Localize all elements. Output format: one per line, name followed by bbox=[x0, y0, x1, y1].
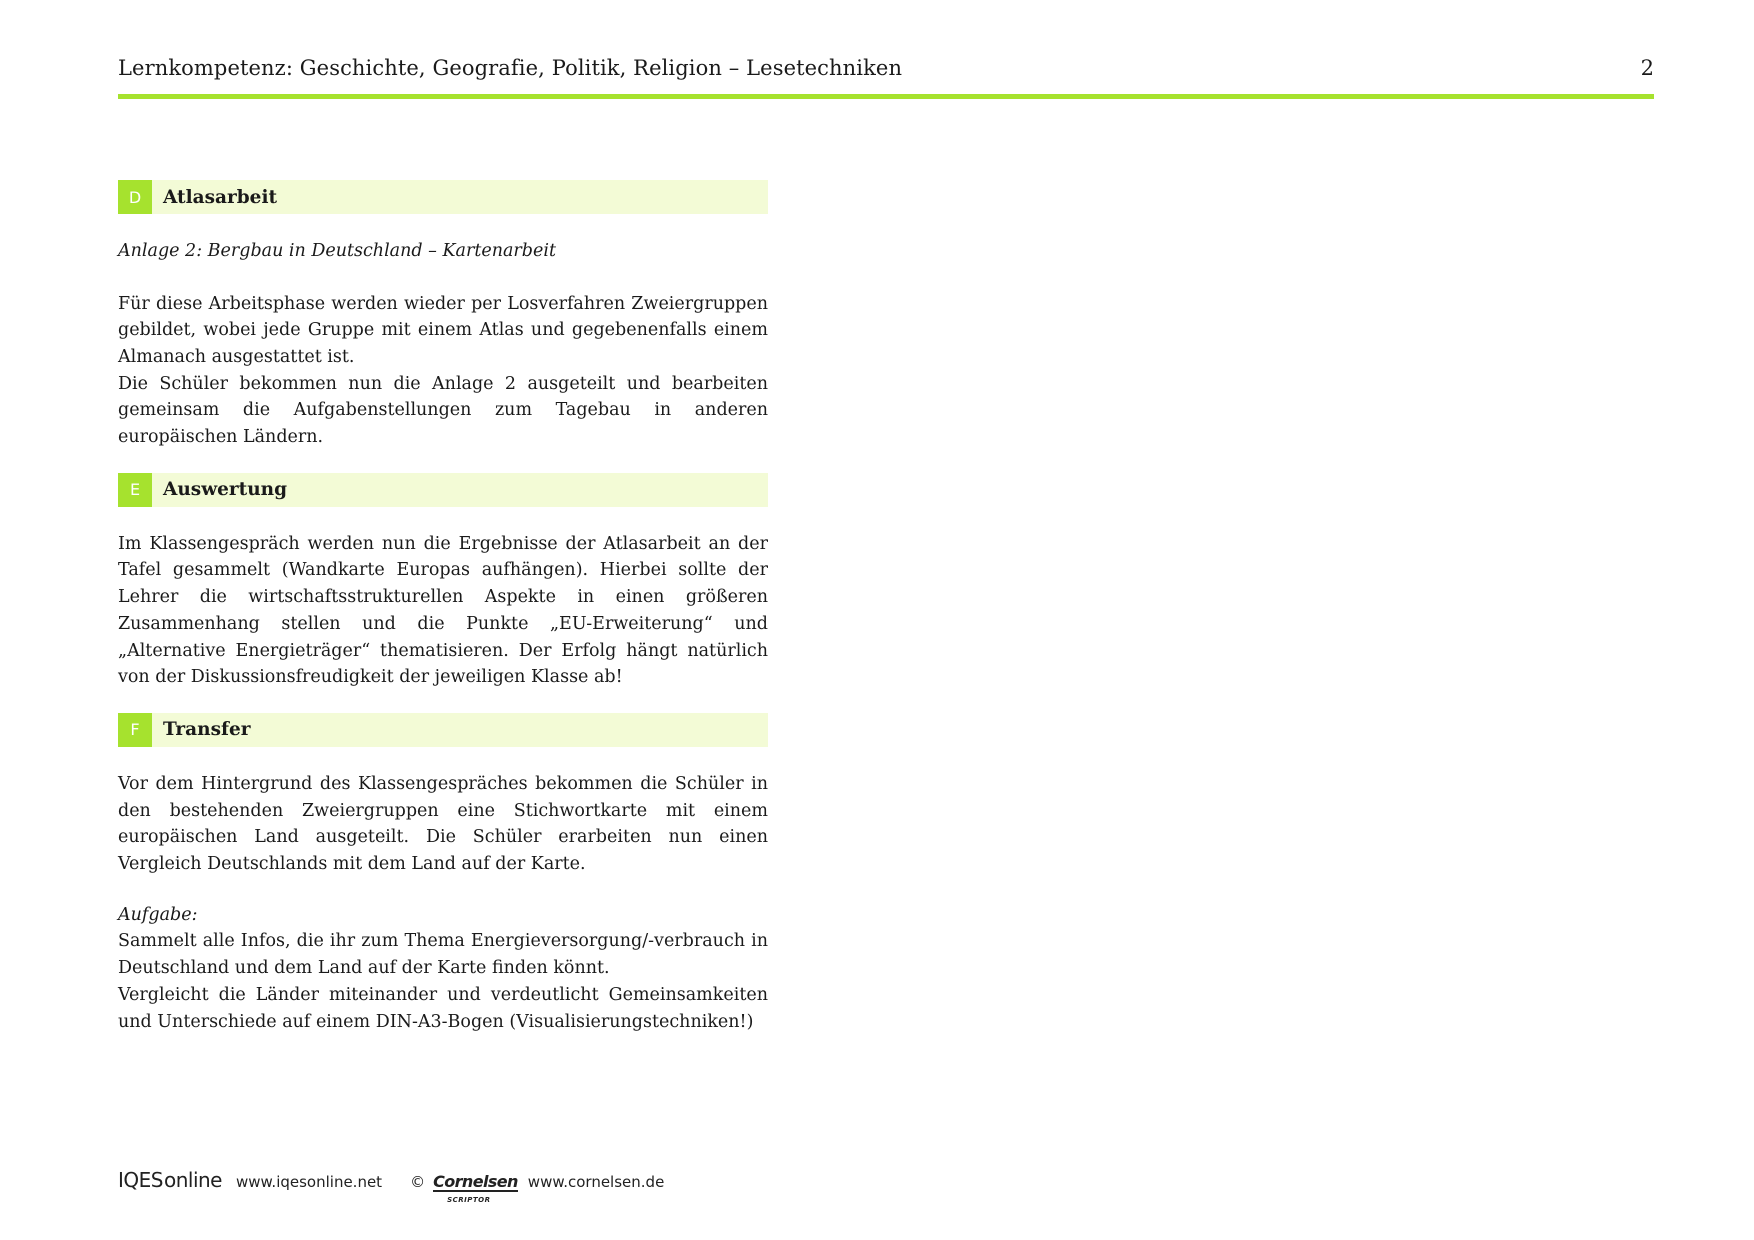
section-title: Atlasarbeit bbox=[163, 186, 278, 208]
section-letter-badge: E bbox=[118, 473, 152, 507]
page-footer bbox=[118, 1168, 665, 1204]
section-header-transfer bbox=[118, 713, 768, 747]
copyright-symbol: © bbox=[410, 1173, 426, 1191]
paragraph: Für diese Arbeitsphase werden wieder per Losverfahren Zweiergruppen gebildet, wobei jede Gruppe mit einem Atlas und gegebenenfalls einem Almanach ausgestattet ist. bbox=[118, 293, 768, 367]
iqes-url[interactable]: www.iqesonline.net bbox=[236, 1173, 383, 1191]
cornelsen-url[interactable]: www.cornelsen.de bbox=[527, 1173, 665, 1191]
paragraph: Die Schüler bekommen nun die Anlage 2 ausgeteilt und bearbeiten gemeinsam die Aufgabenstellungen zum Tagebau in anderen europäischen Ländern. bbox=[118, 373, 768, 448]
section-header-auswertung bbox=[118, 473, 768, 507]
cornelsen-logo bbox=[433, 1172, 518, 1204]
section-title: Auswertung bbox=[163, 479, 288, 501]
section-header-atlasarbeit bbox=[118, 180, 768, 214]
section-letter-badge: D bbox=[118, 180, 152, 214]
iqes-logo-text: IQES bbox=[118, 1168, 163, 1192]
cornelsen-logo-text: Cornelsen bbox=[433, 1172, 518, 1191]
task-line: Sammelt alle Infos, die ihr zum Thema Energieversorgung/-verbrauch in Deutschland und dem Land auf der Karte finden könnt. bbox=[118, 931, 768, 979]
task-label: Aufgabe: bbox=[118, 904, 198, 925]
section-subtitle: Anlage 2: Bergbau in Deutschland – Kartenarbeit bbox=[118, 241, 556, 261]
section-letter-badge: F bbox=[118, 713, 152, 747]
section-title: Transfer bbox=[163, 719, 251, 741]
page-number: 2 bbox=[1640, 56, 1654, 80]
paragraph: Vor dem Hintergrund des Klassengespräches bekommen die Schüler in den bestehenden Zweiergruppen eine Stichwortkarte mit einem europäischen Land ausgeteilt. Die Schüler erarbeiten nun einen Vergleich Deutschlands mit dem Land auf der Karte. bbox=[118, 773, 768, 875]
task-line: Vergleicht die Länder miteinander und verdeutlicht Gemeinsamkeiten und Unterschiede auf einem DIN-A3-Bogen (Visualisierungstechniken!) bbox=[118, 984, 768, 1032]
iqes-logo bbox=[118, 1168, 222, 1192]
header-title: Lernkompetenz: Geschichte, Geografie, Politik, Religion – Lesetechniken bbox=[118, 56, 903, 80]
paragraph: Im Klassengespräch werden nun die Ergebnisse der Atlasarbeit an der Tafel gesammelt (Wandkarte Europas aufhängen). Hierbei sollte der Lehrer die wirtschaftsstrukturellen Aspekte in einen größeren Zusammenhang stellen und die Punkte „EU-Erweiterung“ und „Alternative Energieträger“ thematisieren. Der Erfolg hängt natürlich von der Diskussionsfreudigkeit der jeweiligen Klasse ab! bbox=[118, 533, 768, 688]
page-header bbox=[118, 52, 1654, 99]
scriptor-logo-text: SCRIPTOR bbox=[447, 1196, 491, 1204]
main-content bbox=[118, 180, 768, 1035]
iqes-logo-online: online bbox=[163, 1168, 222, 1192]
